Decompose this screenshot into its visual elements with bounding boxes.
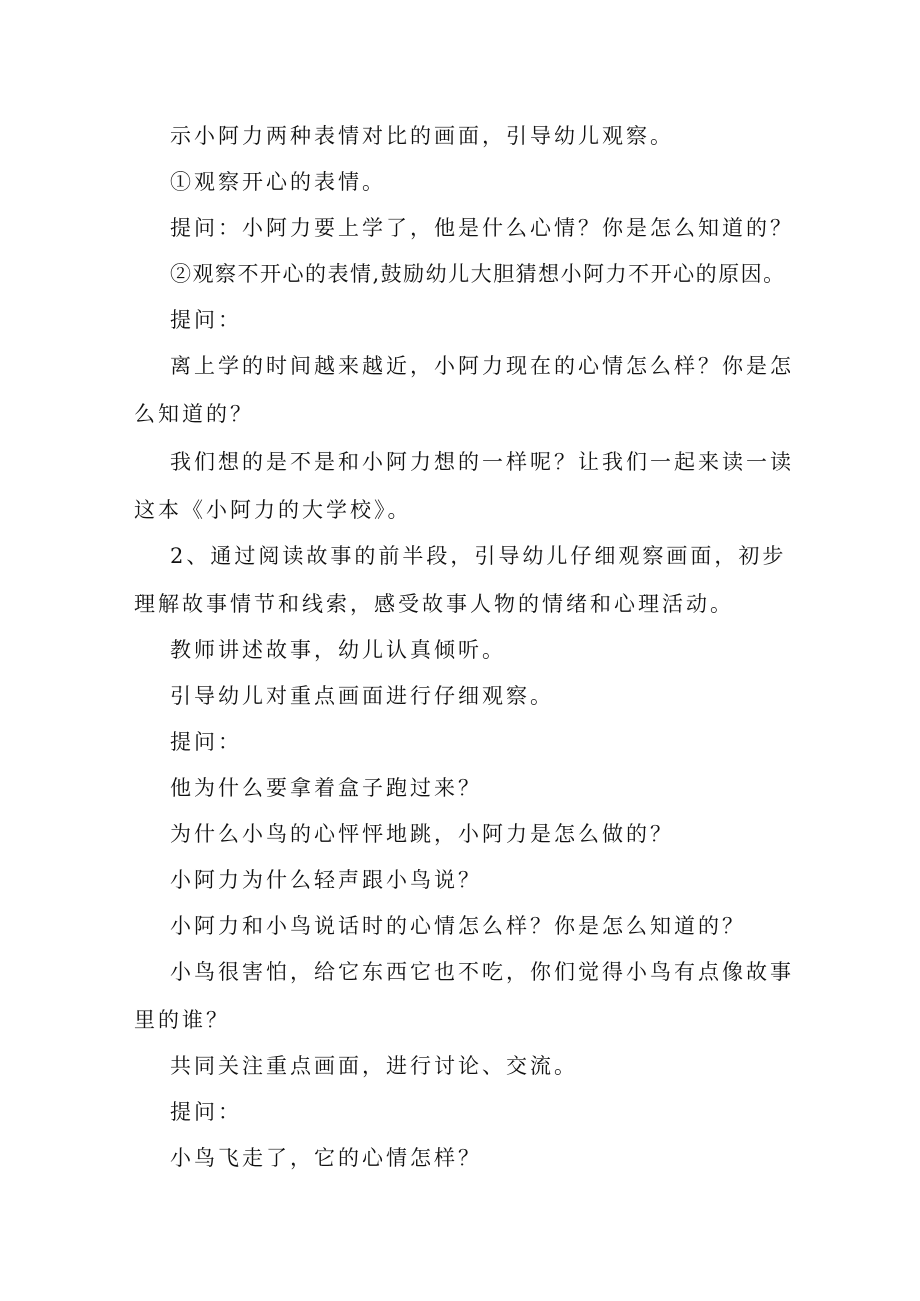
paragraph-observe-unhappy: ②观察不开心的表情,鼓励幼儿大胆猜想小阿力不开心的原因。 bbox=[170, 262, 786, 286]
paragraph-observe-happy: ①观察开心的表情。 bbox=[170, 170, 386, 194]
paragraph-question-label-3: 提问： bbox=[170, 1100, 242, 1124]
paragraph-question-scared-bird: 小鸟很害怕，给它东西它也不吃，你们觉得小鸟有点像故事里的谁？ bbox=[134, 960, 794, 1032]
paragraph-read-together: 我们想的是不是和小阿力想的一样呢？让我们一起来读一读这本《小阿力的大学校》。 bbox=[134, 450, 794, 522]
paragraph-question-label-1: 提问： bbox=[170, 308, 242, 332]
paragraph-question-bird-flew: 小鸟飞走了，它的心情怎样？ bbox=[170, 1146, 482, 1170]
paragraph-question-2: 离上学的时间越来越近，小阿力现在的心情怎么样？你是怎么知道的？ bbox=[134, 354, 794, 426]
paragraph-question-box: 他为什么要拿着盒子跑过来？ bbox=[170, 776, 482, 800]
paragraph-teacher-tells: 教师讲述故事，幼儿认真倾听。 bbox=[170, 638, 506, 662]
paragraph-section-2: 2、通过阅读故事的前半段，引导幼儿仔细观察画面，初步理解故事情节和线索，感受故事人物的情绪和心理活动。 bbox=[134, 544, 787, 616]
paragraph-question-1: 提问：小阿力要上学了，他是什么心情？你是怎么知道的？ bbox=[170, 216, 794, 240]
paragraph-guide-observe: 引导幼儿对重点画面进行仔细观察。 bbox=[170, 684, 554, 708]
paragraph-question-heartbeat: 为什么小鸟的心怦怦地跳，小阿力是怎么做的？ bbox=[170, 822, 674, 846]
paragraph-intro: 示小阿力两种表情对比的画面，引导幼儿观察。 bbox=[170, 124, 674, 148]
paragraph-discuss: 共同关注重点画面，进行讨论、交流。 bbox=[170, 1054, 578, 1078]
paragraph-question-softly: 小阿力为什么轻声跟小鸟说？ bbox=[170, 868, 482, 892]
paragraph-question-mood: 小阿力和小鸟说话时的心情怎么样？你是怎么知道的？ bbox=[170, 914, 746, 938]
paragraph-question-label-2: 提问： bbox=[170, 730, 242, 754]
